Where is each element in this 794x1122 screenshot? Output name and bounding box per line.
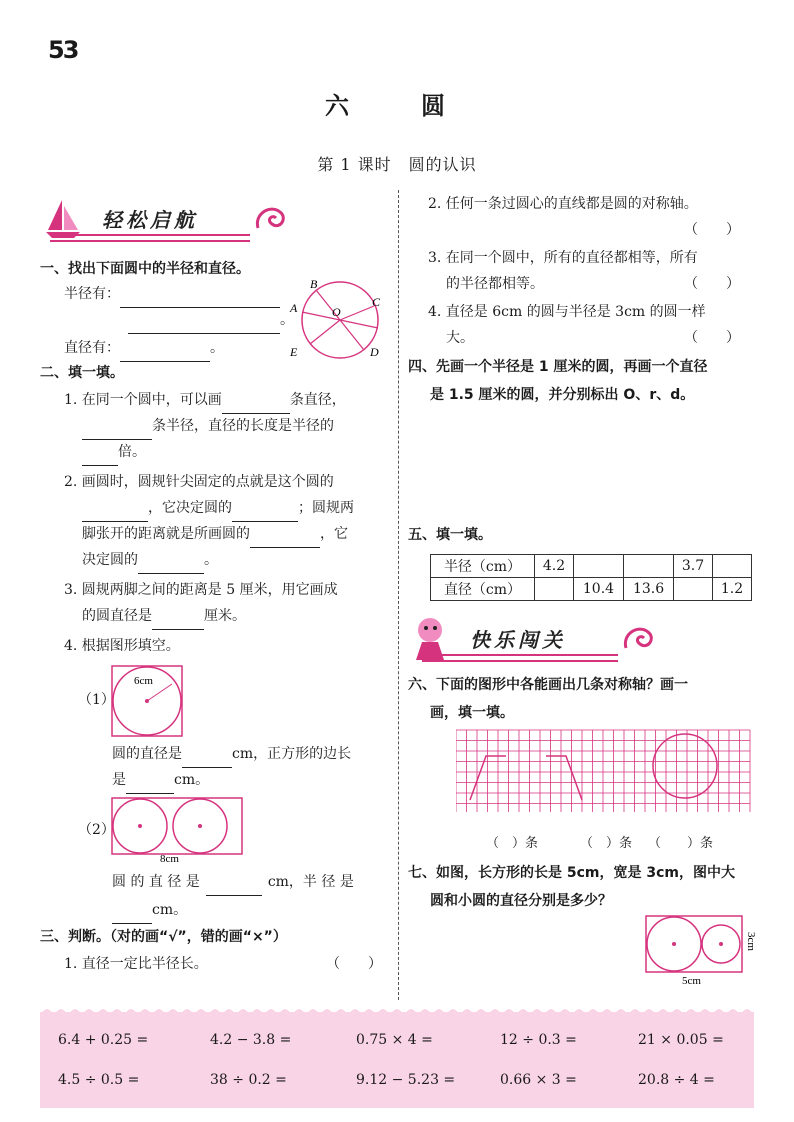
q2-1-line3: [82, 438, 146, 466]
point-d-label: D: [370, 345, 379, 359]
q2-2-line2: [82, 494, 354, 522]
q2-2-line3: [82, 520, 348, 548]
figure-2-label: （2）: [78, 822, 115, 838]
banner-happy-challenge: [408, 614, 658, 666]
answer-1[interactable]: （ ）条: [486, 836, 539, 851]
text: 圆的直径是: [112, 746, 182, 762]
text: ，它决定圆的: [148, 500, 232, 516]
banner-title: 快乐闯关: [470, 628, 566, 652]
fig1-line2: [112, 766, 209, 794]
text: 决定圆的: [82, 552, 138, 568]
table-cell[interactable]: [674, 578, 713, 601]
q2-2-line4: [82, 546, 218, 574]
banner-underline: [50, 234, 250, 242]
radius-diameter-table: [430, 554, 752, 601]
calc-9[interactable]: 0.66 × 3 =: [500, 1072, 577, 1088]
text: 4. 根据图形填空。: [64, 638, 180, 654]
radius-label: 半径有：: [64, 286, 120, 302]
calc-2[interactable]: 4.2 − 3.8 =: [210, 1032, 292, 1048]
radius-line: [64, 280, 280, 308]
text: 的圆直径是: [82, 608, 152, 624]
calc-5[interactable]: 21 × 0.05 =: [638, 1032, 724, 1048]
calc-4[interactable]: 12 ÷ 0.3 =: [500, 1032, 577, 1048]
drawing-area[interactable]: [410, 410, 754, 518]
calc-6[interactable]: 4.5 ÷ 0.5 =: [58, 1072, 140, 1088]
banner-underline: [422, 654, 618, 662]
fig2-line1: [112, 868, 354, 896]
text: 是: [112, 772, 126, 788]
answer-paren[interactable]: （ ）: [326, 956, 382, 972]
table-cell[interactable]: [713, 555, 752, 578]
judge-4-cont: [446, 324, 756, 352]
banner-title: 轻松启航: [102, 208, 198, 232]
banner-easy-start: [40, 196, 290, 246]
text: 的半径都相等。: [446, 276, 544, 292]
rectangle-big-small-circle-figure: [644, 912, 774, 988]
text: 大。: [446, 330, 474, 346]
text: 3. 在同一个圆中，所有的直径都相等，所有: [428, 250, 698, 266]
section-3-title: 三、判断。（对的画“√”，错的画“×”）: [40, 929, 287, 945]
dim-3cm: 3cm: [745, 932, 757, 951]
section-4-line1: 四、先画一个半径是 1 厘米的圆，再画一个直径: [408, 359, 708, 375]
text: cm，半 径 是: [267, 874, 354, 890]
judge-4: [428, 298, 706, 326]
trapezoid-right-shape: [546, 756, 582, 800]
mental-math-box: [40, 1012, 754, 1108]
trapezoid-left-shape: [470, 756, 506, 800]
diameter-blank[interactable]: [120, 344, 210, 362]
table-cell[interactable]: 1.2: [713, 578, 752, 601]
lesson-title: 第 1 课时 圆的认识: [317, 155, 477, 174]
text: 2. 画圆时，圆规针尖固定的点就是这个圆的: [64, 474, 334, 490]
text: 。: [204, 552, 218, 568]
text: cm，正方形的边长: [232, 746, 352, 762]
answer-paren-2[interactable]: （ ）: [684, 222, 740, 238]
blank[interactable]: [126, 776, 174, 794]
row-label: 直径（cm）: [431, 578, 535, 601]
radius-line-2: [128, 306, 294, 334]
grid-circle-shape: [653, 734, 717, 798]
table-cell[interactable]: 13.6: [624, 578, 674, 601]
answer-3[interactable]: （ ）条: [648, 836, 714, 851]
chapter-title: 六 圆: [325, 91, 469, 120]
calc-7[interactable]: 38 ÷ 0.2 =: [210, 1072, 287, 1088]
q2-3-line2: [82, 602, 246, 630]
table-cell[interactable]: 4.2: [535, 555, 574, 578]
blank[interactable]: [138, 556, 204, 574]
text: cm。: [152, 902, 188, 918]
blank[interactable]: [152, 612, 204, 630]
text: 条直径，: [289, 392, 346, 408]
table-cell[interactable]: [535, 578, 574, 601]
text: 1. 在同一个圆中，可以画: [64, 392, 222, 408]
rectangle-two-circles-figure: [108, 794, 248, 864]
table-cell[interactable]: 3.7: [674, 555, 713, 578]
point-o-label: O: [332, 305, 341, 319]
dim-8cm: 8cm: [160, 853, 179, 864]
scalloped-edge: [40, 1006, 754, 1016]
point-c-label: C: [372, 295, 381, 309]
text: ，它: [320, 526, 348, 542]
blank[interactable]: [250, 530, 320, 548]
table-cell[interactable]: 10.4: [573, 578, 623, 601]
q2-1-line2: [82, 412, 334, 440]
section-7-line2: 圆和小圆的直径分别是多少？: [430, 893, 612, 909]
text: 2. 任何一条过圆心的直线都是圆的对称轴。: [428, 196, 698, 212]
period: 。: [210, 340, 224, 356]
text: ；圆规两: [298, 500, 354, 516]
blank[interactable]: [82, 448, 118, 466]
section-2-title: 二、填一填。: [40, 365, 124, 381]
circle-figure-1: [282, 276, 392, 366]
text: 脚张开的距离就是所画圆的: [82, 526, 250, 542]
table-cell[interactable]: [624, 555, 674, 578]
answer-paren-4[interactable]: （ ）: [684, 330, 740, 346]
calc-3[interactable]: 0.75 × 4 =: [356, 1032, 433, 1048]
fig2-line2: [112, 896, 187, 924]
diameter-line: [64, 334, 224, 362]
fig1-line1: [112, 740, 351, 768]
point-b-label: B: [310, 277, 318, 291]
text: cm。: [174, 772, 210, 788]
q2-2-line1: [64, 468, 334, 496]
section-6-line1: 六、下面的图形中各能画出几条对称轴？画一: [408, 677, 688, 693]
table-row: [431, 555, 752, 578]
table-row: [431, 578, 752, 601]
blank[interactable]: [112, 906, 152, 924]
text: 1. 直径一定比半径长。: [64, 956, 208, 972]
answer-2[interactable]: （ ）条: [580, 836, 633, 851]
page-number: 53: [48, 36, 78, 64]
section-6-line2: 画，填一填。: [430, 705, 514, 721]
text: 厘米。: [204, 608, 246, 624]
judge-2: [428, 190, 698, 218]
table-cell[interactable]: [573, 555, 623, 578]
q2-4-line: [64, 632, 180, 660]
calc-10[interactable]: 20.8 ÷ 4 =: [638, 1072, 715, 1088]
judge-1: [64, 950, 394, 978]
section-7-line1: 七、如图，长方形的长是 5cm，宽是 3cm，图中大: [408, 865, 736, 881]
text: 圆 的 直 径 是: [112, 874, 200, 890]
judge-3: [428, 244, 698, 272]
text: 条半径，直径的长度是半径的: [152, 418, 334, 434]
section-5-title: 五、填一填。: [408, 527, 492, 543]
dim-6cm: 6cm: [134, 675, 153, 687]
point-a-label: A: [290, 301, 298, 315]
diameter-label: 直径有：: [64, 340, 120, 356]
section-4-line2: 是 1.5 厘米的圆，并分别标出 O、r、d。: [430, 387, 695, 403]
calc-8[interactable]: 9.12 − 5.23 =: [356, 1072, 456, 1088]
swirl-ornament-icon: [252, 200, 292, 236]
blank[interactable]: [206, 878, 262, 896]
q2-1-line1: [64, 386, 346, 414]
section-1-title: 一、找出下面圆中的半径和直径。: [40, 261, 250, 277]
radius-blank-2[interactable]: [128, 316, 280, 334]
square-with-circle-figure: [110, 664, 216, 738]
symmetry-grid[interactable]: [456, 728, 756, 828]
judge-3-cont: [446, 270, 756, 298]
dim-5cm: 5cm: [682, 975, 701, 987]
q2-3-line1: [64, 576, 338, 604]
text: 倍。: [118, 444, 146, 460]
point-e-label: E: [290, 345, 298, 359]
column-divider: [398, 190, 399, 1000]
period: 。: [280, 312, 294, 328]
text: 3. 圆规两脚之间的距离是 5 厘米，用它画成: [64, 582, 338, 598]
answer-paren-3[interactable]: （ ）: [684, 276, 740, 292]
row-label: 半径（cm）: [431, 555, 535, 578]
swirl-ornament-icon: [620, 620, 660, 656]
calc-1[interactable]: 6.4 + 0.25 =: [58, 1032, 149, 1048]
figure-1-label: （1）: [78, 692, 115, 708]
text: 4. 直径是 6cm 的圆与半径是 3cm 的圆一样: [428, 304, 706, 320]
